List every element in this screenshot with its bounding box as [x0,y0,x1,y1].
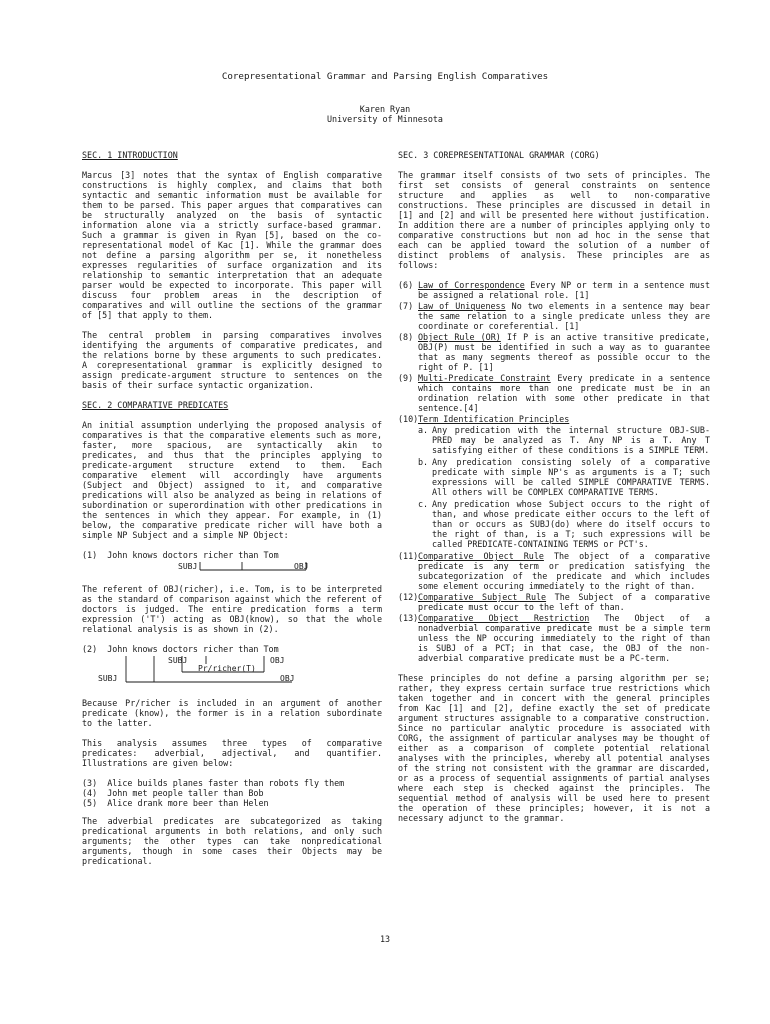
relation-arrows-2 [82,654,382,688]
obj-label: OBJ [280,674,295,683]
paragraph: These principles do not define a parsing algorithm per se; rather, they express certain surface true restrictions which taken together and in concert with the general principles from Kac [1] and [2], define exactly the set of predicate argument structures assignable to a comparative construction. Since no particular analytic procedure is associated with CORG, the assignment of particular analyses may be thought of either as a comparison of complete potential relational analyses with the principles, whereby all potential analyses of the string not consistent with the grammar are discarded, or as a process of sequential assignments of partial analyses where each step is checked against the principles. The sequential method of analysis will be used here to present the operation of these principles; however, it is not a necessary adjunct to the grammar. [398,673,710,823]
section-heading-2: SEC. 2 COMPARATIVE PREDICATES [82,400,229,410]
example-sentence-2: (2) John knows doctors richer than Tom [82,644,279,654]
example-sentence-1: (1) John knows doctors richer than Tom [82,550,279,560]
principle-name: Comparative Subject Rule [418,592,547,602]
principle-text: No two elements in a sentence may bear the same relation to a single predicate unless they are coordinate or coreferential. [1] [418,301,711,331]
principle-item [398,414,710,424]
principle-name: Object Rule (OR) [418,332,501,342]
principle-item [398,280,710,300]
subj-label: SUBJ [168,656,188,665]
example-1-diagram [82,550,382,576]
example-2-diagram [82,644,382,690]
principle-number: (7) [398,301,414,311]
term-identification-subprinciples [418,425,710,549]
principle-number: (13) [398,613,419,623]
principle-number: (11) [398,551,419,561]
paper-title: Corepresentational Grammar and Parsing English Comparatives [221,71,549,82]
principle-name: Term Identification Principles [418,414,570,424]
principle-number: (6) [398,280,414,290]
principles-list [398,280,710,663]
principle-text: The object of a comparative predicate is any term or predication satisfying the subcategorization of the predicate and which includes some element occuring immediately to the right of than. [418,551,710,591]
subprinciple-item [418,425,710,455]
author-affiliation: University of Minnesota [327,114,443,124]
subprinciple-text: Any predication with the internal structure OBJ-SUB-PRED may be analyzed as T. Any NP is a T. Any T satisfying either of these conditions is a SIMPLE TERM. [432,425,710,455]
subprinciple-letter: b. [418,457,429,467]
subj-label: SUBJ [178,562,198,571]
principle-item [398,592,710,612]
paragraph: The referent of OBJ(richer), i.e. Tom, is to be interpreted as the standard of comparison against which the referent of doctors is judged. The entire predication forms a term expression ('T') acting as OBJ(know), so that the whole relational analysis is as shown in (2). [82,584,382,634]
principle-text: If P is an active transitive predicate, OBJ(P) must be identified in such a way as to guarantee that as many segments thereof as possible occur to the right of P. [1] [418,332,711,372]
author-name: Karen Ryan [359,104,411,114]
principle-item [398,373,710,413]
paragraph: This analysis assumes three types of comparative predicates: adverbial, adjectival, and quantifier. Illustrations are given below: [82,738,382,768]
obj-label: OBJ [294,562,309,571]
principle-text: Every NP or term in a sentence must be assigned a relational role. [1] [418,280,710,300]
example-sentence-4: (4) John met people taller than Bob [82,788,264,798]
principle-item [398,613,710,663]
obj-label: OBJ [270,656,285,665]
subprinciple-letter: c. [418,499,429,509]
principle-name: Multi-Predicate Constraint [418,373,551,383]
subprinciple-letter: a. [418,425,429,435]
paragraph: The central problem in parsing comparatives involves identifying the arguments of comparative predicates, and the relations borne by these arguments to such predicates. A corepresentational grammar is explicitly designed to assign predicate-argument structure to sentences on the basis of their surface syntactic organization. [82,330,382,390]
paragraph: The grammar itself consists of two sets of principles. The first set consists of general constraints on sentence structure and applies as well to non-comparative constructions. These principles are discussed in detail in [1] and [2] and will be presented here without justification. In addition there are a number of principles applying only to comparative constructions but non ad hoc in the sense that each can be applied toward the solution of a number of distinct problems of analysis. These principles are as follows: [398,170,710,270]
relation-arrows-1 [82,560,382,574]
subprinciple-item [418,457,710,497]
principle-number: (8) [398,332,414,342]
subprinciple-item [418,499,710,549]
paragraph: Marcus [3] notes that the syntax of English comparative constructions is highly complex, and claims that both syntactic and semantic information must be available for them to be parsed. This paper argues that comparatives can be structurally analyzed on the basis of syntactic information alone via a strictly surface-based grammar. Such a grammar is given in Ryan [5], based on the co-representational model of Kac [1]. While the grammar does not define a parsing algorithm per se, it nonetheless expresses regularities of surface organization and its relationship to semantic interpretation that an adequate parser would be expected to incorporate. This paper will discuss four problem areas in the description of comparatives and will outline the sections of the grammar of [5] that apply to them. [82,170,382,320]
principle-number: (10) [398,414,419,424]
paragraph: An initial assumption underlying the proposed analysis of comparatives is that the comparative elements such as more, faster, more spacious, are syntactically akin to predicates, and thus that the principles applying to predicate-argument structure extend to them. Each comparative element will accordingly have arguments (Subject and Object) assigned to it, and comparative predications will also be analyzed as being in relations of subordination or superordination with other predications in the sentences in which they appear. For example, in (1) below, the comparative predicate richer will have both a simple NP Subject and a simple NP Object: [82,420,382,540]
principle-name: Comparative Object Rule [418,551,544,561]
principle-name: Law of Correspondence [418,280,525,290]
paragraph: The adverbial predicates are subcategorized as taking predicational arguments in both relations, and only such arguments; the other types can take nonpredicational arguments, though in some cases their Objects may be predicational. [82,816,382,866]
principle-item [398,551,710,591]
example-list [82,778,382,808]
section-heading-1: SEC. 1 INTRODUCTION [82,150,178,160]
left-column [82,150,382,876]
principle-name: Comparative Object Restriction [418,613,590,623]
subj-label: SUBJ [98,674,118,683]
principle-number: (9) [398,373,414,383]
example-sentence-5: (5) Alice drank more beer than Helen [82,798,269,808]
principle-text: The Object of a nonadverbial comparative predicate must be a simple term unless the NP occuring immediately to the right of than is SUBJ of a PCT; in that case, the OBJ of the non-adverbial comparative predicate must be a PC-term. [418,613,710,663]
subprinciple-text: Any predication whose Subject occurs to the right of than, and whose predicate either occurs to the left of than or occurs as SUBJ(do) where do itself occurs to the right of than, is a T; such expressions will be called PREDICATE-CONTAINING TERMS or PCT's. [432,499,710,549]
right-column [398,150,710,833]
principle-text: The Subject of a comparative predicate must occur to the left of than. [418,592,710,612]
example-sentence-3: (3) Alice builds planes faster than robots fly them [82,778,345,788]
subprinciple-text: Any predication consisting solely of a comparative predicate with simple NP's as arguments is a T; such expressions will be called SIMPLE COMPARATIVE TERMS. All others will be COMPLEX COMPARATIVE TERMS. [432,457,710,497]
section-heading-3: SEC. 3 COREPRESENTATIONAL GRAMMAR (CORG) [398,150,600,160]
principle-text: Every predicate in a sentence which contains more than one predicate must be in an ordination relation with some other predicate in that sentence.[4] [418,373,710,413]
principle-item [398,332,710,372]
page-number: 13 [379,934,391,944]
paragraph: Because Pr/richer is included in an argument of another predicate (know), the former is in a relation subordinate to the latter. [82,698,382,728]
predicate-label: Pr/richer(T) [198,664,256,673]
principle-number: (12) [398,592,419,602]
principle-item [398,301,710,331]
principle-name: Law of Uniqueness [418,301,506,311]
